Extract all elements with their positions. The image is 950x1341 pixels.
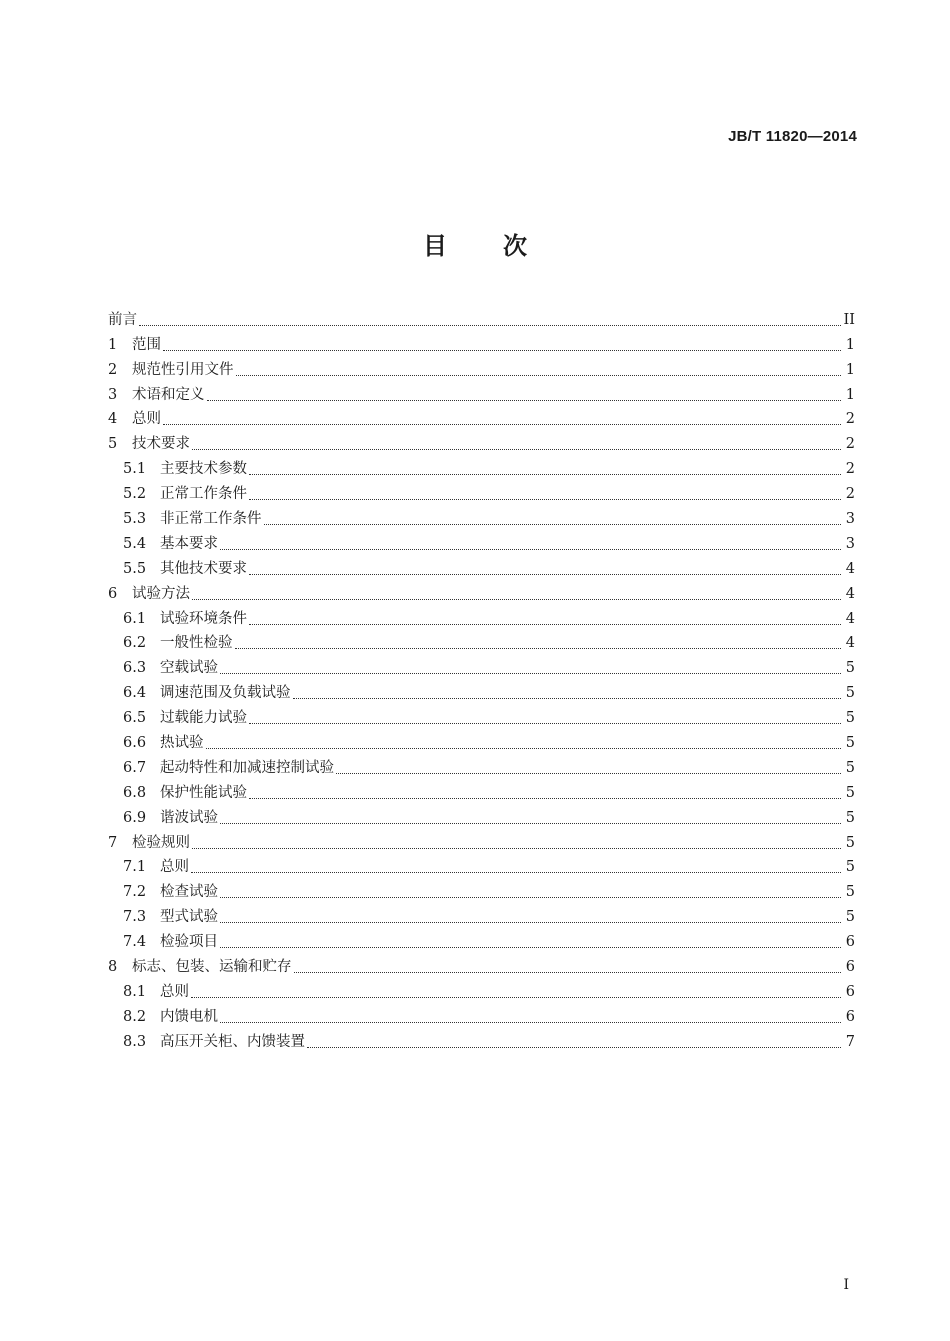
- dot-leader: [192, 448, 841, 450]
- page-number: I: [843, 1277, 849, 1293]
- toc-entry-page: 7: [845, 1033, 855, 1050]
- dot-leader: [206, 747, 842, 749]
- toc-entry-page: 6: [845, 934, 855, 951]
- toc-entry[interactable]: [108, 478, 855, 503]
- toc-entry-label: 主要技术参数: [160, 461, 247, 478]
- toc-entry-number: 6.9: [123, 809, 147, 826]
- dot-leader: [249, 722, 841, 724]
- toc-entry-number: 2: [108, 361, 118, 378]
- toc-entry[interactable]: [108, 702, 855, 727]
- dot-leader: [220, 822, 841, 824]
- toc-entry-label: 调速范围及负载试验: [160, 685, 291, 702]
- toc-entry[interactable]: [108, 901, 855, 926]
- toc-entry[interactable]: [108, 453, 855, 478]
- toc-entry-label: 范围: [132, 336, 161, 353]
- toc-entry-number: 6.1: [123, 610, 147, 627]
- toc-entry-number: 6.6: [123, 735, 147, 752]
- toc-entry-number: 6.7: [123, 759, 147, 776]
- toc-entry-number: 6: [108, 585, 118, 602]
- toc-entry-number: 7.2: [123, 884, 147, 901]
- toc-entry[interactable]: [108, 1026, 855, 1051]
- dot-leader: [249, 473, 841, 475]
- dot-leader: [220, 896, 841, 898]
- toc-entry-label: 谐波试验: [160, 809, 218, 826]
- toc-entry[interactable]: [108, 652, 855, 677]
- toc-entry-page: 5: [845, 909, 855, 926]
- dot-leader: [220, 1021, 841, 1023]
- toc-entry-page: 5: [845, 710, 855, 727]
- dot-leader: [249, 623, 841, 625]
- toc-entry-page: 4: [845, 585, 855, 602]
- toc-entry[interactable]: [108, 603, 855, 628]
- standard-code: JB/T 11820—2014: [728, 128, 857, 145]
- toc-entry[interactable]: [108, 404, 855, 429]
- toc-entry[interactable]: [108, 752, 855, 777]
- toc-entry[interactable]: [108, 802, 855, 827]
- toc-entry-number: 8.1: [123, 983, 147, 1000]
- dot-leader: [336, 772, 841, 774]
- dot-leader: [307, 1046, 841, 1048]
- toc-entry-label: 其他技术要求: [160, 560, 247, 577]
- toc-entry-label: 基本要求: [160, 535, 218, 552]
- toc-entry-number: 8: [108, 959, 118, 976]
- toc-entry-number: 6.3: [123, 660, 147, 677]
- toc-entry-label: 检验规则: [132, 834, 190, 851]
- dot-leader: [220, 672, 841, 674]
- toc-entry-label: 检验项目: [160, 934, 218, 951]
- toc-entry-page: 5: [845, 834, 855, 851]
- toc-entry-page: 6: [845, 983, 855, 1000]
- dot-leader: [220, 548, 841, 550]
- toc-entry[interactable]: [108, 503, 855, 528]
- toc-entry-page: 2: [845, 436, 855, 453]
- toc-entry[interactable]: [108, 852, 855, 877]
- toc-entry-number: 8.2: [123, 1008, 147, 1025]
- toc-entry[interactable]: [108, 354, 855, 379]
- toc-entry[interactable]: [108, 976, 855, 1001]
- toc-entry-page: 5: [845, 809, 855, 826]
- dot-leader: [235, 647, 842, 649]
- dot-leader: [139, 324, 841, 326]
- toc-entry[interactable]: [108, 628, 855, 653]
- toc-entry-label: 试验方法: [132, 585, 190, 602]
- dot-leader: [294, 971, 842, 973]
- toc-entry[interactable]: [108, 1001, 855, 1026]
- toc-entry-label: 一般性检验: [160, 635, 233, 652]
- toc-entry-page: 4: [845, 635, 855, 652]
- dot-leader: [220, 921, 841, 923]
- dot-leader: [249, 797, 841, 799]
- toc-entry-page: 2: [845, 486, 855, 503]
- toc-entry[interactable]: [108, 926, 855, 951]
- toc-entry-page: 5: [845, 685, 855, 702]
- toc-entry-number: 7.4: [123, 934, 147, 951]
- title-char: 目: [423, 232, 447, 260]
- toc-entry-label: 前言: [108, 311, 137, 328]
- toc-entry-number: 5.1: [123, 461, 147, 478]
- toc-entry[interactable]: [108, 329, 855, 354]
- title-char: 次: [503, 232, 527, 260]
- toc-entry-page: 1: [845, 336, 855, 353]
- toc-entry-label: 非正常工作条件: [160, 511, 262, 528]
- toc-entry-page: 6: [845, 959, 855, 976]
- toc-entry[interactable]: [108, 951, 855, 976]
- toc-entry-label: 正常工作条件: [160, 486, 247, 503]
- toc-entry-label: 技术要求: [132, 436, 190, 453]
- toc-entry-number: 8.3: [123, 1033, 147, 1050]
- toc-entry-label: 标志、包装、运输和贮存: [132, 959, 292, 976]
- dot-leader: [163, 423, 841, 425]
- toc-entry-page: II: [843, 311, 855, 328]
- toc-entry-page: 5: [845, 660, 855, 677]
- toc-entry-number: 7: [108, 834, 118, 851]
- dot-leader: [220, 946, 841, 948]
- toc-entry-number: 5.4: [123, 535, 147, 552]
- toc-entry-page: 1: [845, 361, 855, 378]
- dot-leader: [236, 374, 842, 376]
- dot-leader: [192, 847, 841, 849]
- toc-entry-page: 1: [845, 386, 855, 403]
- toc-entry-label: 试验环境条件: [160, 610, 247, 627]
- toc-entry[interactable]: [108, 827, 855, 852]
- toc-entry-label: 术语和定义: [132, 386, 205, 403]
- dot-leader: [191, 871, 841, 873]
- toc-entry-number: 5: [108, 436, 118, 453]
- toc-entry-page: 5: [845, 735, 855, 752]
- toc-entry-label: 总则: [160, 859, 189, 876]
- dot-leader: [207, 399, 842, 401]
- toc-entry[interactable]: [108, 428, 855, 453]
- toc-entry[interactable]: [108, 876, 855, 901]
- toc-entry-label: 空载试验: [160, 660, 218, 677]
- toc-entry-number: 5.3: [123, 511, 147, 528]
- toc-entry-number: 3: [108, 386, 118, 403]
- toc-entry-page: 2: [845, 411, 855, 428]
- toc-entry-number: 1: [108, 336, 118, 353]
- toc-entry-page: 5: [845, 884, 855, 901]
- toc-entry-page: 5: [845, 859, 855, 876]
- toc-entry-page: 3: [845, 511, 855, 528]
- toc-entry-page: 4: [845, 560, 855, 577]
- toc-entry-page: 2: [845, 461, 855, 478]
- toc-entry-number: 6.5: [123, 710, 147, 727]
- dot-leader: [293, 697, 842, 699]
- toc-entry-label: 规范性引用文件: [132, 361, 234, 378]
- toc-entry-number: 7.3: [123, 909, 147, 926]
- toc-entry-number: 5.5: [123, 560, 147, 577]
- toc-entry[interactable]: [108, 379, 855, 404]
- toc-entry[interactable]: [108, 578, 855, 603]
- toc-entry[interactable]: [108, 677, 855, 702]
- toc-entry-label: 高压开关柜、内馈装置: [160, 1033, 305, 1050]
- toc-entry-label: 总则: [160, 983, 189, 1000]
- table-of-contents: [108, 304, 855, 1051]
- toc-entry-number: 5.2: [123, 486, 147, 503]
- dot-leader: [192, 598, 841, 600]
- toc-entry-number: 6.4: [123, 685, 147, 702]
- dot-leader: [249, 498, 841, 500]
- dot-leader: [264, 523, 842, 525]
- toc-entry[interactable]: [108, 553, 855, 578]
- toc-entry-label: 内馈电机: [160, 1008, 218, 1025]
- toc-entry-page: 3: [845, 535, 855, 552]
- toc-entry-number: 6.2: [123, 635, 147, 652]
- toc-entry-page: 5: [845, 784, 855, 801]
- toc-entry[interactable]: [108, 528, 855, 553]
- toc-entry-page: 6: [845, 1008, 855, 1025]
- toc-entry-number: 6.8: [123, 784, 147, 801]
- dot-leader: [163, 349, 841, 351]
- toc-entry-label: 起动特性和加减速控制试验: [160, 759, 334, 776]
- toc-entry-label: 检查试验: [160, 884, 218, 901]
- toc-entry-page: 4: [845, 610, 855, 627]
- toc-entry-page: 5: [845, 759, 855, 776]
- toc-entry-number: 7.1: [123, 859, 147, 876]
- toc-entry[interactable]: [108, 304, 855, 329]
- dot-leader: [191, 996, 841, 998]
- page-title: [0, 226, 950, 261]
- toc-entry-label: 型式试验: [160, 909, 218, 926]
- toc-entry-label: 热试验: [160, 735, 204, 752]
- toc-entry[interactable]: [108, 727, 855, 752]
- toc-entry-label: 保护性能试验: [160, 784, 247, 801]
- toc-entry-label: 过载能力试验: [160, 710, 247, 727]
- toc-entry-number: 4: [108, 411, 118, 428]
- toc-entry[interactable]: [108, 777, 855, 802]
- toc-entry-label: 总则: [132, 411, 161, 428]
- dot-leader: [249, 573, 841, 575]
